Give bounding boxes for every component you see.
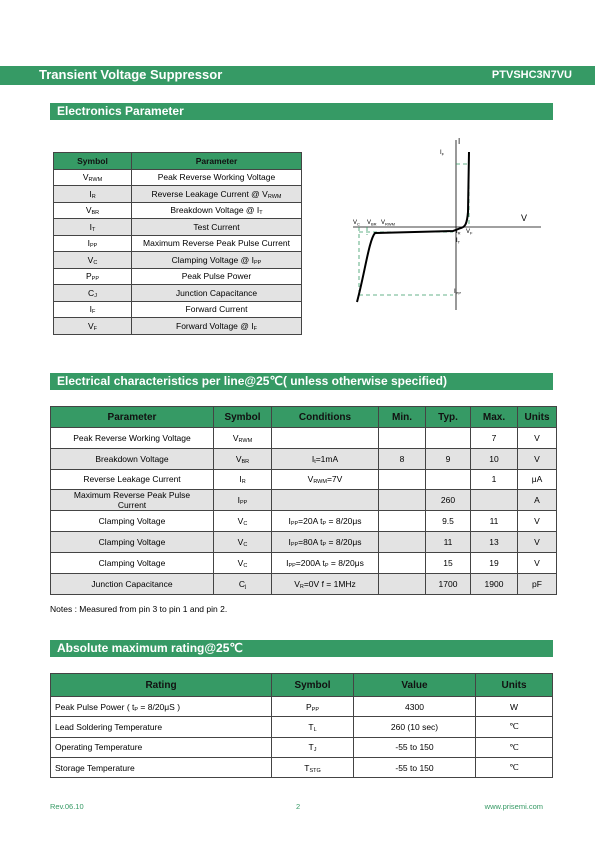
- absolute-rating-table: [50, 673, 553, 778]
- value-cell: 260 (10 sec): [354, 717, 476, 737]
- footer-page: 2: [296, 802, 301, 811]
- table-row: [51, 428, 557, 449]
- unit-cell: V: [518, 552, 557, 573]
- parameter-cell: Breakdown Voltage @ $I_T$: [132, 202, 302, 219]
- table-row: [54, 235, 302, 252]
- symbol-cell: $I_R$: [214, 469, 272, 490]
- min-cell: [379, 469, 426, 490]
- unit-cell: μA: [518, 469, 557, 490]
- iv-curve-diagram: [345, 132, 545, 312]
- typ-cell: [426, 469, 471, 490]
- rating-subscript: P: [134, 706, 139, 713]
- min-cell: [379, 552, 426, 573]
- symbol-cell: $I_T$: [54, 219, 132, 236]
- electrical-table: [50, 406, 557, 595]
- unit-cell: ℃: [476, 717, 553, 737]
- symbol-cell: $I_{PP}$: [214, 490, 272, 511]
- parameter-table: [53, 152, 302, 335]
- symbol-cell: $T_J$: [272, 737, 354, 757]
- conditions-cell: $V_R=0V$ f = 1MHz: [272, 573, 379, 594]
- table-row: [51, 717, 553, 737]
- label-vf: $V_F$: [466, 229, 473, 236]
- symbol-subscript: R: [241, 479, 246, 486]
- header-bar: [0, 66, 595, 85]
- max-cell: 7: [471, 428, 518, 449]
- min-cell: [379, 428, 426, 449]
- cond-subscript: PP: [290, 521, 299, 528]
- parameter-cell: Reverse Leakage Current: [51, 469, 214, 490]
- symbol-cell: $V_C$: [214, 532, 272, 553]
- section-electronics: Electronics Parameter: [50, 103, 553, 120]
- symbol-cell: $V_F$: [54, 318, 132, 335]
- value-cell: -55 to 150: [354, 757, 476, 777]
- symbol-subscript: RWM: [88, 177, 103, 184]
- parameter-cell: Peak Pulse Power: [132, 268, 302, 285]
- axis-v-label: V: [521, 213, 528, 223]
- symbol-subscript: C: [243, 562, 248, 569]
- cond-subscript: PP: [288, 562, 296, 569]
- parameter-cell: Clamping Voltage: [51, 532, 214, 553]
- symbol-subscript: L: [313, 726, 317, 733]
- min-cell: [379, 490, 426, 511]
- table-row: [54, 285, 302, 302]
- symbol-subscript: F: [93, 325, 98, 332]
- col-symbol: Symbol: [272, 674, 354, 697]
- symbol-cell: $I_R$: [54, 186, 132, 203]
- min-cell: [379, 532, 426, 553]
- col-typ: Typ.: [426, 407, 471, 428]
- table-row: [54, 318, 302, 335]
- col-value: Value: [354, 674, 476, 697]
- col-parameter: Parameter: [51, 407, 214, 428]
- parameter-cell: Breakdown Voltage: [51, 448, 214, 469]
- col-parameter: Parameter: [132, 153, 302, 170]
- table-row: [54, 186, 302, 203]
- parameter-cell: Peak Reverse Working Voltage: [51, 428, 214, 449]
- max-cell: [471, 490, 518, 511]
- symbol-cell: $V_{BR}$: [214, 448, 272, 469]
- part-number: PTVSHC3N7VU: [491, 69, 572, 81]
- conditions-cell: [272, 490, 379, 511]
- symbol-cell: $V_{RWM}$: [214, 428, 272, 449]
- cond-subscript: PP: [290, 542, 299, 549]
- parameter-cell: Maximum Reverse Peak Pulse Current: [132, 235, 302, 252]
- table-row: [54, 219, 302, 236]
- param-subscript: PP: [254, 259, 262, 266]
- symbol-cell: $I_F$: [54, 301, 132, 318]
- table-row: [51, 532, 557, 553]
- min-cell: [379, 511, 426, 532]
- table-row: [51, 573, 557, 594]
- symbol-subscript: R: [91, 193, 96, 200]
- typ-cell: 1700: [426, 573, 471, 594]
- symbol-cell: $I_{PP}$: [54, 235, 132, 252]
- max-cell: 11: [471, 511, 518, 532]
- table-row: [54, 268, 302, 285]
- table-row: [51, 757, 553, 777]
- parameter-cell: Test Current: [132, 219, 302, 236]
- symbol-subscript: J: [94, 292, 97, 299]
- symbol-subscript: PP: [240, 500, 248, 507]
- value-cell: 4300: [354, 697, 476, 717]
- label-ir: $I_R$: [456, 229, 461, 236]
- symbol-subscript: PP: [90, 243, 98, 250]
- typ-cell: 9: [426, 448, 471, 469]
- typ-cell: [426, 428, 471, 449]
- symbol-cell: $P_{PP}$: [54, 268, 132, 285]
- rating-cell: Peak Pulse Power ( $t_P = 8/20\mu S$ ): [51, 697, 272, 717]
- symbol-cell: $C_J$: [54, 285, 132, 302]
- unit-cell: pF: [518, 573, 557, 594]
- label-vrwm: $V_{RWM}$: [381, 220, 395, 227]
- typ-cell: 15: [426, 552, 471, 573]
- col-rating: Rating: [51, 674, 272, 697]
- symbol-subscript: C: [93, 259, 98, 266]
- min-cell: 8: [379, 448, 426, 469]
- symbol-cell: $C_j$: [214, 573, 272, 594]
- col-min: Min.: [379, 407, 426, 428]
- table-row: [51, 448, 557, 469]
- parameter-cell: Clamping Voltage: [51, 511, 214, 532]
- cond-subscript: P: [324, 562, 329, 569]
- table-row: [51, 552, 557, 573]
- col-symbol: Symbol: [214, 407, 272, 428]
- rating-cell: Lead Soldering Temperature: [51, 717, 272, 737]
- symbol-cell: $T_L$: [272, 717, 354, 737]
- conditions-cell: $I_t=1mA$: [272, 448, 379, 469]
- symbol-subscript: BR: [91, 210, 100, 217]
- col-symbol: Symbol: [54, 153, 132, 170]
- symbol-subscript: C: [243, 542, 248, 549]
- cond-subscript: RWM: [313, 479, 327, 486]
- symbol-subscript: j: [244, 583, 247, 590]
- typ-cell: 9.5: [426, 511, 471, 532]
- symbol-subscript: F: [92, 309, 96, 316]
- cond-subscript: t: [314, 458, 316, 465]
- unit-cell: V: [518, 511, 557, 532]
- conditions-cell: [272, 428, 379, 449]
- rating-cell: Storage Temperature: [51, 757, 272, 777]
- max-cell: 13: [471, 532, 518, 553]
- parameter-cell: Clamping Voltage: [51, 552, 214, 573]
- table-row: [54, 169, 302, 186]
- unit-cell: V: [518, 428, 557, 449]
- conditions-cell: $I_{PP}=20A$ $t_P = 8/20\mu s$: [272, 511, 379, 532]
- notes: Notes : Measured from pin 3 to pin 1 and pin 2.: [50, 604, 228, 614]
- label-vbr: $V_{BR}$: [367, 220, 377, 227]
- symbol-subscript: RWM: [238, 437, 253, 444]
- conditions-cell: $I_{PP}=80A$ $t_P = 8/20\mu s$: [272, 532, 379, 553]
- param-subscript: F: [253, 325, 257, 332]
- table-row: [54, 252, 302, 269]
- symbol-subscript: PP: [91, 276, 99, 283]
- col-conditions: Conditions: [272, 407, 379, 428]
- conditions-cell: $I_{PP}=200A$ $t_P = 8/20\mu s$: [272, 552, 379, 573]
- symbol-cell: $T_{STG}$: [272, 757, 354, 777]
- cond-subscript: P: [322, 542, 327, 549]
- symbol-cell: $V_{BR}$: [54, 202, 132, 219]
- label-it: $I_T$: [456, 238, 461, 245]
- symbol-subscript: J: [313, 747, 317, 754]
- table-row: [51, 697, 553, 717]
- cond-subscript: P: [322, 521, 327, 528]
- table-row: [51, 469, 557, 490]
- symbol-subscript: BR: [241, 458, 250, 465]
- col-units: Units: [518, 407, 557, 428]
- param-subscript: RWM: [267, 193, 282, 200]
- footer-website[interactable]: www.prisemi.com: [484, 802, 543, 811]
- col-max: Max.: [471, 407, 518, 428]
- min-cell: [379, 573, 426, 594]
- conditions-cell: $V_{RWM}=7V$: [272, 469, 379, 490]
- label-ipp: $I_{PP}$: [454, 289, 462, 296]
- parameter-cell: Forward Voltage @ $I_F$: [132, 318, 302, 335]
- symbol-cell: $V_C$: [54, 252, 132, 269]
- parameter-cell: Junction Capacitance: [132, 285, 302, 302]
- param-subscript: T: [259, 210, 263, 217]
- section-electrical: Electrical characteristics per line@25℃( unless otherwise specified): [50, 373, 553, 390]
- max-cell: 1: [471, 469, 518, 490]
- doc-title: Transient Voltage Suppressor: [39, 67, 223, 82]
- table-row: [51, 490, 557, 511]
- table-row: [54, 202, 302, 219]
- parameter-cell: Junction Capacitance: [51, 573, 214, 594]
- axis-i-label: I: [458, 137, 461, 146]
- symbol-cell: $V_{RWM}$: [54, 169, 132, 186]
- label-if: $I_F$: [440, 150, 445, 157]
- table-row: [51, 511, 557, 532]
- typ-cell: 11: [426, 532, 471, 553]
- rating-cell: Operating Temperature: [51, 737, 272, 757]
- unit-cell: ℃: [476, 757, 553, 777]
- unit-cell: ℃: [476, 737, 553, 757]
- table-row: [51, 737, 553, 757]
- parameter-cell: Maximum Reverse Peak Pulse Current: [51, 490, 214, 511]
- symbol-cell: $V_C$: [214, 511, 272, 532]
- cond-subscript: R: [299, 583, 304, 590]
- unit-cell: V: [518, 448, 557, 469]
- unit-cell: A: [518, 490, 557, 511]
- unit-cell: V: [518, 532, 557, 553]
- label-vc: $V_C$: [353, 220, 360, 227]
- max-cell: 1900: [471, 573, 518, 594]
- unit-cell: W: [476, 697, 553, 717]
- symbol-cell: $V_C$: [214, 552, 272, 573]
- parameter-cell: Clamping Voltage @ $I_{PP}$: [132, 252, 302, 269]
- typ-cell: 260: [426, 490, 471, 511]
- symbol-cell: $P_{PP}$: [272, 697, 354, 717]
- symbol-subscript: PP: [311, 706, 319, 713]
- symbol-subscript: STG: [309, 767, 321, 774]
- section-absolute: Absolute maximum rating@25℃: [50, 640, 553, 657]
- footer-rev: Rev.06.10: [50, 802, 84, 811]
- symbol-subscript: C: [243, 521, 248, 528]
- max-cell: 19: [471, 552, 518, 573]
- table-row: [54, 301, 302, 318]
- symbol-subscript: T: [92, 226, 96, 233]
- parameter-cell: Forward Current: [132, 301, 302, 318]
- max-cell: 10: [471, 448, 518, 469]
- value-cell: -55 to 150: [354, 737, 476, 757]
- parameter-cell: Peak Reverse Working Voltage: [132, 169, 302, 186]
- parameter-cell: Reverse Leakage Current @ $V_{RWM}$: [132, 186, 302, 203]
- col-units: Units: [476, 674, 553, 697]
